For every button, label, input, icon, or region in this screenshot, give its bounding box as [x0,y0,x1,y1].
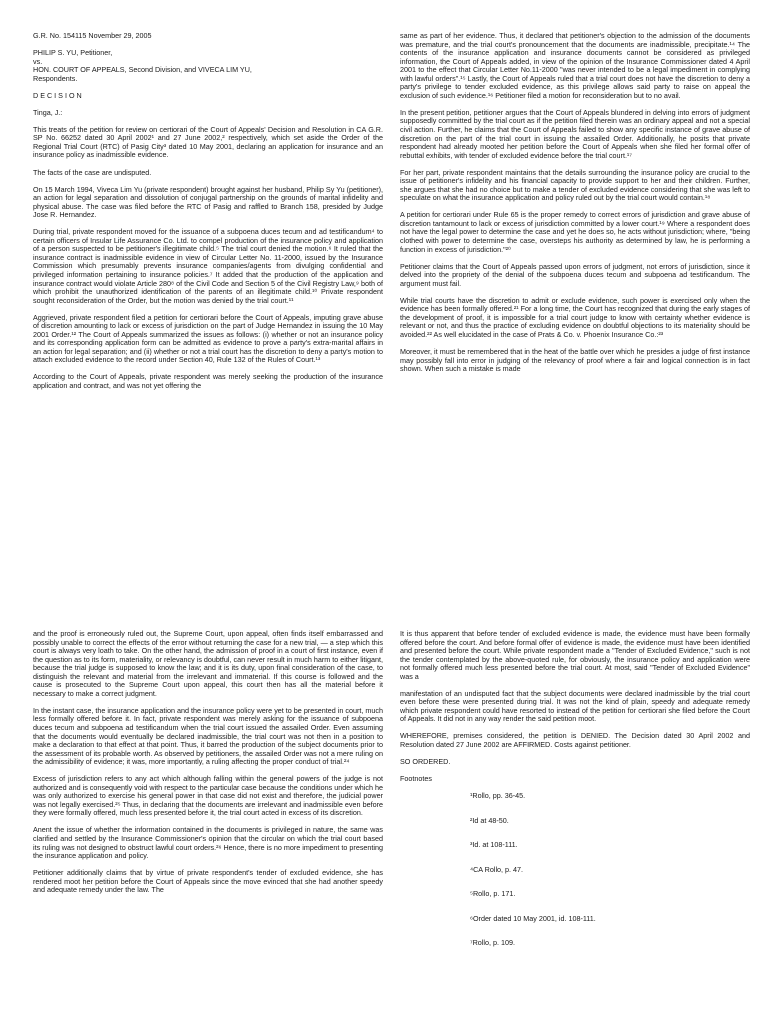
so-ordered: SO ORDERED. [400,757,451,767]
footnote: ¹Rollo, pp. 36-45. [470,791,526,801]
decision-heading: D E C I S I O N [33,90,82,100]
footnote: ⁶Order dated 10 May 2001, id. 108-111. [470,913,596,923]
paragraph: The facts of the case are undisputed. [33,167,152,177]
paragraph: Aggrieved, private respondent filed a petition for certiorari before the Court of Appeals, imputing grave abuse of discretion amounting to lack or excess of jurisdiction on the part of Judge Hernandez in issuing the 10 May 2001 Order.¹² The Court of Appeals summarized the issues as follows: (i) whether or not an insurance policy and its corresponding application form can be admitted as evidence to prove a party's extra-marital affairs in an action for legal separation; and (ii) whether or not a trial court has the discretion to deny a party's motion to attach excluded evidence to the record under Section 40, Rule 132 of the Rules of Court.¹³ [33,312,383,365]
paragraph: A petition for certiorari under Rule 65 is the proper remedy to correct errors of jurisdiction and grave abuse of discretion tantamount to lack or excess of jurisdiction committed by a lower court.¹⁹ Where a respondent does not have the legal power to determine the case and yet he does so, he acts without jurisdiction; where, "being clothed with power to determine the case, oversteps his authority as determined by law, he is performing a function in excess of jurisdiction."²⁰ [400,210,750,254]
footnote: ²Id at 48-50. [470,815,509,825]
footnote: ³Id. at 108-111. [470,840,518,850]
paragraph: In the present petition, petitioner argues that the Court of Appeals blundered in delving into errors of judgment supposedly committed by the trial court as if the petition filed therein was an ordinary appeal and not a special civil action. Further, he claims that the Court of Appeals failed to show any specific instance of grave abuse of discretion on the part of the trial court in issuing the assailed Order. Additionally, he posits that private respondent had already mooted her petition before the Court of Appeals when she filed her formal offer of rebuttal exhibits, with tender of excluded evidence before the trial court.¹⁷ [400,107,750,160]
ponente: Tinga, J.: [33,107,63,117]
footnote: ⁴CA Rollo, p. 47. [470,864,524,874]
paragraph: On 15 March 1994, Viveca Lim Yu (private respondent) brought against her husband, Philip Sy Yu (petitioner), an action for legal separation and dissolution of conjugal partnership on the grounds of marital infidelity and physical abuse. The case was filed before the RTC of Pasig and raffled to Branch 158, presided by Judge Jose R. Hernandez. [33,184,383,220]
paragraph: Moreover, it must be remembered that in the heat of the battle over which he presides a judge of first instance may possibly fall into error in judging of the relevancy of proof where a fair and logical connection is in fact shown. When such a mistake is made [400,346,750,374]
paragraph: manifestation of an undisputed fact that the subject documents were declared inadmissible by the trial court even before these were presented during trial. It was not the kind of plain, speedy and adequate remedy which private respondent could have resorted to instead of the petition for certiorari she filed before the Court of Appeals. It did not in any way render the said petition moot. [400,688,750,724]
case-number: G.R. No. 154115 November 29, 2005 [33,31,152,40]
paragraph: For her part, private respondent maintains that the details surrounding the insurance policy are crucial to the issue of petitioner's infidelity and his financial capacity to provide support to her and their children. Further, she argues that she had no choice but to make a tender of excluded evidence considering that she was left to speculate on what the insurance application and policy ruled out by the trial court would contain.¹⁸ [400,167,750,203]
page-bottom-half [0,512,768,1024]
paragraph: While trial courts have the discretion to admit or exclude evidence, such power is exercised only when the evidence has been formally offered.²¹ For a long time, the Court has recognized that during the early stages of the development of proof, it is impossible for a trial court judge to know with certainty whether evidence is relevant or not, and thus the practice of excluding evidence on doubtful objections to its materiality should be avoided.²² As well elucidated in the case of Prats & Co. v. Phoenix Insurance Co.:²³ [400,295,750,339]
paragraph: Petitioner claims that the Court of Appeals passed upon errors of judgment, not errors of jurisdiction, since it delved into the propriety of the denial of the subpoena duces tecum and subpoena ad testificandum. The argument must fail. [400,261,750,288]
paragraph: During trial, private respondent moved for the issuance of a subpoena duces tecum and ad testificandum⁴ to certain officers of Insular Life Assurance Co. Ltd. to compel production of the insurance policy and application of a person suspected to be petitioner's illegitimate child.⁵ The trial court denied the motion.⁶ It ruled that the insurance contract is inadmissible evidence in view of Circular Letter No. 11-2000, issued by the Insurance Commission which presumably prevents insurance companies/agents from divulging confidential and privileged information pertaining to insurance policies.⁷ It added that the production of the application and insurance contract would violate Article 280⁸ of the Civil Code and Section 5 of the Civil Registry Law,⁹ both of which prohibit the unauthorized identification of the parents of an illegitimate child.¹⁰ Private respondent sought reconsideration of the Order, but the motion was denied by the trial court.¹¹ [33,227,383,305]
footnotes-heading: Footnotes [400,774,432,784]
top-left-column [33,32,383,399]
paragraph: and the proof is erroneously ruled out, the Supreme Court, upon appeal, often finds itself embarrassed and possibly unable to correct the effects of the error without returning the case for a new trial, — a step which this court is always very loath to take. On the other hand, the admission of proof in a court of first instance, even if the question as to its form, materiality, or relevancy is doubtful, can never result in much harm to either litigant, because the trial judge is supposed to know the law; and it is its duty, upon final consideration of the case, to distinguish the relevant and material from the irrelevant and immaterial. If this course is followed and the cause is prosecuted to the Supreme Court upon appeal, this court then has all the material before it necessary to make a correct judgment. [33,629,383,698]
paragraph: WHEREFORE, premises considered, the petition is DENIED. The Decision dated 30 April 2002 and Resolution dated 27 June 2002 are AFFIRMED. Costs against petitioner. [400,731,750,750]
bottom-left-column [33,630,383,903]
paragraph: In the instant case, the insurance application and the insurance policy were yet to be presented in court, much less formally offered before it. In fact, private respondent was merely asking for the issuance of subpoena duces tecum and subpoena ad testificandum when the trial court issued the assailed Order. Even assuming that the documents would eventually be declared inadmissible, the trial court was not then in a position to make a declaration to that effect at that point. Thus, it barred the production of the subject documents prior to the assessment of its probable worth. As observed by petitioners, the assailed Order was not a mere ruling on the admissibility of evidence; it was, more importantly, a ruling affecting the proper conduct of trial.²⁴ [33,705,383,767]
footnote: ⁵Rollo, p. 171. [470,889,516,899]
paragraph: It is thus apparent that before tender of excluded evidence is made, the evidence must have been formally offered before the court. And before formal offer of evidence is made, the evidence must have been identified and presented before the court. While private respondent made a "Tender of Excluded Evidence," such is not the tender contemplated by the above-quoted rule, for obviously, the insurance policy and application were not formally offered much less presented before the trial court. At most, said "Tender of Excluded Evidence" was a [400,629,750,681]
footnote: ⁷Rollo, p. 109. [470,938,515,948]
paragraph: same as part of her evidence. Thus, it declared that petitioner's objection to the admission of the documents was premature, and the trial court's pronouncement that the documents are inadmissible, precipitate.¹⁴ The contents of the insurance application and insurance documents cannot be considered as privileged information, the Court of Appeals added, in view of the opinion of the Insurance Commissioner dated 4 April 2001 to the effect that Circular Letter No.11-2000 "was never intended to be a legal impediment in complying with lawful orders".¹⁵ Lastly, the Court of Appeals ruled that a trial court does not have the discretion to deny a party's privilege to tender excluded evidence, as this privilege allows said party to raise on appeal the exclusion of such evidence.¹⁶ Petitioner filed a motion for reconsideration but to no avail. [400,31,750,100]
top-right-column [400,32,750,382]
paragraph: Excess of jurisdiction refers to any act which although falling within the general powers of the judge is not authorized and is consequently void with respect to the particular case because the conditions under which he was only authorized to exercise his general power in that case did not exist and therefore, the judicial power was not legally exercised.²⁵ Thus, in declaring that the documents are irrelevant and inadmissible even before they were formally offered, much less presented before it, the trial court acted in excess of its discretion. [33,774,383,818]
paragraph: Petitioner additionally claims that by virtue of private respondent's tender of excluded evidence, she has rendered moot her petition before the Court of Appeals since the move evinced that she had another speedy and adequate remedy under the law. The [33,868,383,895]
bottom-right-column [400,630,750,964]
paragraph: Anent the issue of whether the information contained in the documents is privileged in nature, the same was clarified and settled by the Insurance Commissioner's opinion that the circular on which the trial court based its ruling was not designed to obstruct lawful court orders.²⁶ Hence, there is no more impediment to presenting the insurance application and policy. [33,825,383,861]
paragraph: This treats of the petition for review on certiorari of the Court of Appeals' Decision and Resolution in CA G.R. SP No. 66252 dated 30 April 2002¹ and 27 June 2002,² respectively, which set aside the Order of the Regional Trial Court (RTC) of Pasig City³ dated 10 May 2001, declaring an application for insurance and an insurance policy as inadmissible evidence. [33,124,383,160]
case-parties: PHILIP S. YU, Petitioner, vs. HON. COURT OF APPEALS, Second Division, and VIVECA LIM YU, Respondents. [33,48,252,83]
paragraph: According to the Court of Appeals, private respondent was merely seeking the production of the insurance application and contract, and was not yet offering the [33,372,383,390]
